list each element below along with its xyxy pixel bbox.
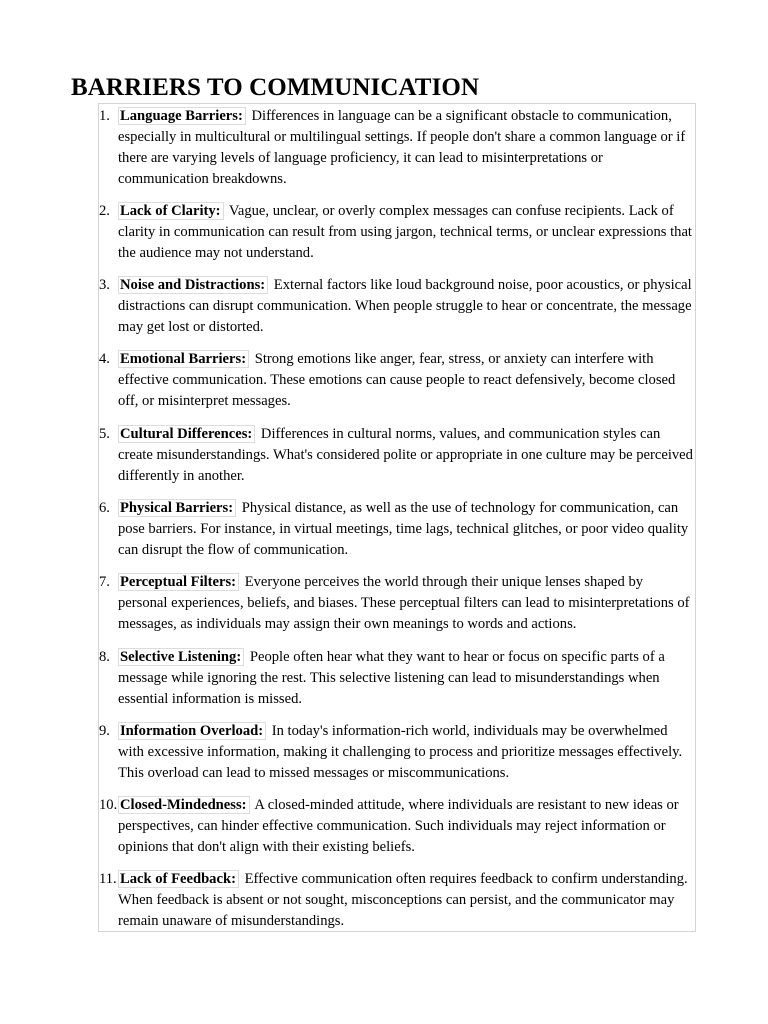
item-number: 9.: [99, 723, 110, 739]
item-text: Differences in language can be a significant obstacle to communication, especially in multicultural or multilingual settings. If people don't share a common language or if there are varying levels of language proficiency, it can lead to misinterpretations or communication breakdowns.: [118, 108, 686, 187]
item-number: 4.: [99, 351, 110, 367]
item-text: Differences in cultural norms, values, and communication styles can create misunderstandings. What's considered polite or appropriate in one culture may be perceived differently in another.: [118, 426, 693, 484]
list-item: [99, 721, 697, 784]
item-number: 2.: [99, 203, 110, 219]
list-item: [99, 572, 697, 635]
list-item: [99, 201, 697, 264]
item-text: People often hear what they want to hear or focus on specific parts of a message while ignoring the rest. This selective listening can lead to misunderstandings when essential information is missed.: [118, 649, 665, 707]
list-item: [99, 647, 697, 710]
list-item: [99, 275, 697, 338]
item-number: 1.: [99, 108, 110, 124]
item-text: Everyone perceives the world through their unique lenses shaped by personal experiences, beliefs, and biases. These perceptual filters can lead to misinterpretations of messages, as individuals may assign their own meanings to words and actions.: [118, 574, 690, 632]
barriers-list: [98, 103, 696, 932]
list-item: [99, 349, 697, 412]
item-text: Strong emotions like anger, fear, stress, or anxiety can interfere with effective communication. These emotions can cause people to react defensively, become closed off, or misinterpret messages.: [118, 351, 676, 409]
item-term: Noise and Distractions:: [118, 276, 268, 294]
item-term: Physical Barriers:: [118, 499, 236, 517]
list-item: [99, 795, 697, 858]
item-number: 11.: [99, 871, 117, 887]
item-number: 3.: [99, 277, 110, 293]
item-term: Lack of Clarity:: [118, 202, 224, 220]
item-term: Emotional Barriers:: [118, 350, 249, 368]
item-text: In today's information-rich world, individuals may be overwhelmed with excessive information, making it challenging to process and prioritize messages effectively. This overload can lead to missed messages or miscommunications.: [118, 723, 683, 781]
item-number: 8.: [99, 649, 110, 665]
item-term: Cultural Differences:: [118, 425, 255, 443]
item-text: Effective communication often requires feedback to confirm understanding. When feedback is absent or not sought, misconceptions can persist, and the communicator may remain unaware of misunderstandings.: [118, 871, 688, 929]
list-item: [99, 498, 697, 561]
item-term: Language Barriers:: [118, 107, 246, 125]
list-item: [99, 869, 697, 932]
item-text: A closed-minded attitude, where individuals are resistant to new ideas or perspectives, can hinder effective communication. Such individuals may reject information or opinions that don't align with their existing beliefs.: [118, 797, 679, 855]
item-number: 7.: [99, 574, 110, 590]
item-number: 6.: [99, 500, 110, 516]
list-item: [99, 424, 697, 487]
item-number: 10.: [99, 797, 118, 813]
item-term: Lack of Feedback:: [118, 870, 239, 888]
item-term: Closed-Mindedness:: [118, 796, 250, 814]
item-term: Selective Listening:: [118, 648, 244, 666]
item-term: Information Overload:: [118, 722, 266, 740]
page-title: BARRIERS TO COMMUNICATION: [71, 74, 480, 101]
item-text: External factors like loud background noise, poor acoustics, or physical distractions can disrupt communication. When people struggle to hear or concentrate, the message may get lost or distorted.: [118, 277, 692, 335]
item-number: 5.: [99, 426, 110, 442]
item-text: Vague, unclear, or overly complex messages can confuse recipients. Lack of clarity in communication can result from using jargon, technical terms, or unclear expressions that the audience may not understand.: [118, 203, 692, 261]
item-term: Perceptual Filters:: [118, 573, 239, 591]
list-item: [99, 106, 697, 190]
item-text: Physical distance, as well as the use of technology for communication, can pose barriers. For instance, in virtual meetings, time lags, technical glitches, or poor video quality can disrupt the flow of communication.: [118, 500, 689, 558]
